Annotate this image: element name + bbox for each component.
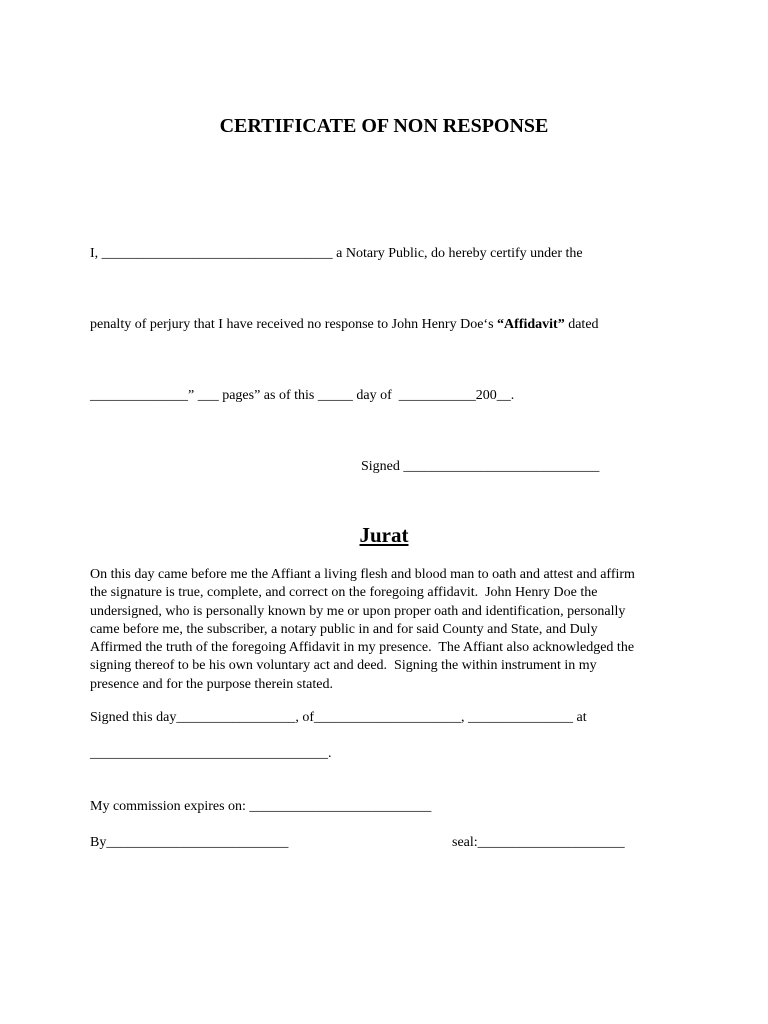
perjury-line-text: penalty of perjury that I have received no response to John Henry Doe‘s bbox=[90, 317, 498, 332]
jurat-paragraph-line: presence and for the purpose therein stated. bbox=[90, 676, 333, 692]
perjury-line-dated: dated bbox=[564, 317, 599, 332]
jurat-paragraph bbox=[90, 566, 720, 694]
document-title: CERTIFICATE OF NON RESPONSE bbox=[219, 115, 549, 137]
perjury-line bbox=[90, 317, 599, 333]
signed-this-day-line: Signed this day_________________, of_____________________, _______________ at bbox=[90, 710, 587, 725]
jurat-paragraph-line: Affirmed the truth of the foregoing Affidavit in my presence. The Affiant also acknowledged the bbox=[90, 640, 635, 656]
jurat-paragraph-line: signing thereof to be his own voluntary act and deed. Signing the within instrument in my bbox=[90, 658, 597, 674]
commission-expires-line: My commission expires on: __________________________ bbox=[90, 799, 432, 814]
certify-line: I, _________________________________ a Notary Public, do hereby certify under the bbox=[90, 246, 583, 261]
jurat-paragraph-line: the signature is true, complete, and correct on the foregoing affidavit. John Henry Doe the bbox=[90, 585, 598, 601]
pages-date-line: ______________” ___ pages” as of this _____ day of ___________200__. bbox=[90, 388, 515, 403]
jurat-heading: Jurat bbox=[359, 523, 409, 547]
seal-line: seal:_____________________ bbox=[452, 835, 625, 850]
by-signature-line: By__________________________ bbox=[90, 835, 289, 850]
affidavit-bold-text: “Affidavit” bbox=[497, 317, 565, 332]
signed-line: Signed ____________________________ bbox=[361, 459, 600, 474]
jurat-paragraph-line: On this day came before me the Affiant a living flesh and blood man to oath and attest and affirm bbox=[90, 567, 635, 582]
jurat-paragraph-line: undersigned, who is personally known by me or upon proper oath and identification, personally bbox=[90, 603, 626, 619]
jurat-paragraph-line: came before me, the subscriber, a notary public in and for said County and State, and Duly bbox=[90, 621, 598, 637]
signed-this-day-continuation: __________________________________. bbox=[90, 746, 332, 761]
